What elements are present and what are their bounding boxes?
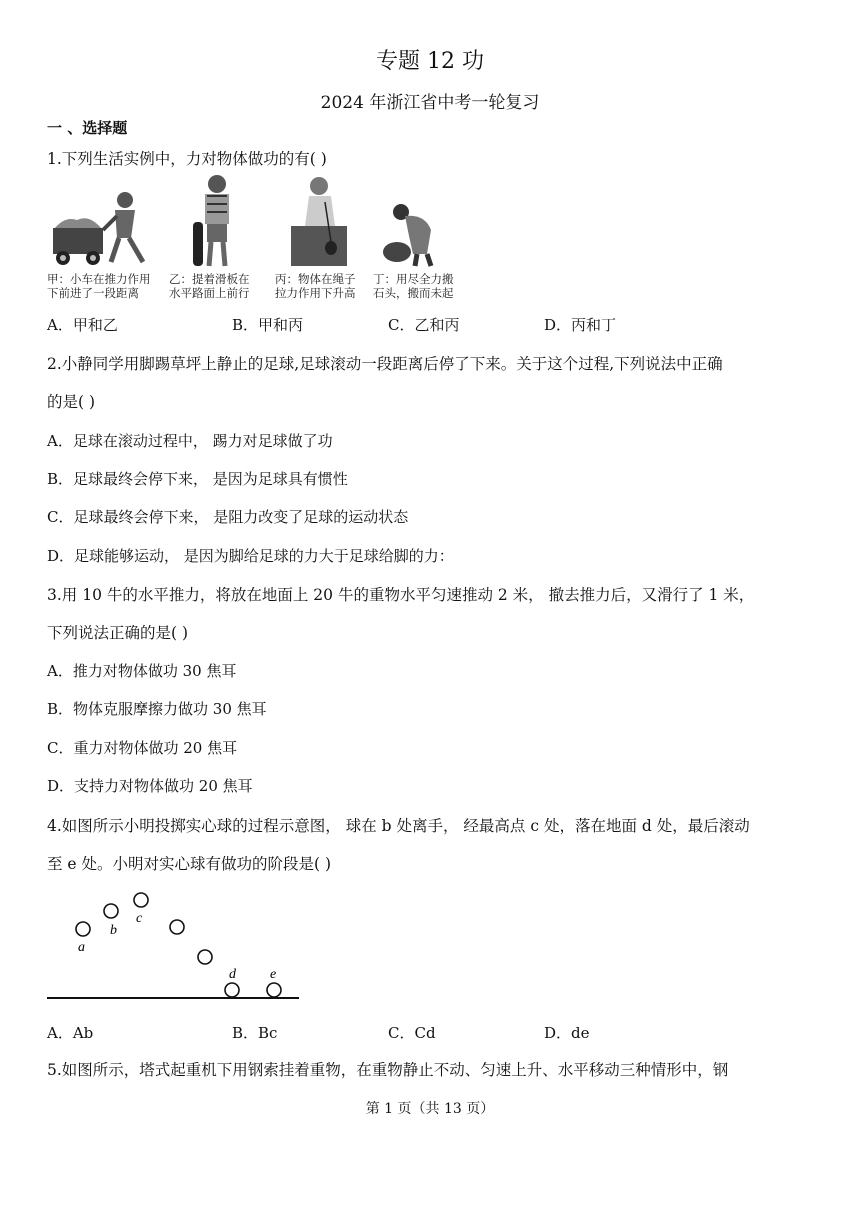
q2-stem-line1: 2.小静同学用脚踢草坪上静止的足球,足球滚动一段距离后停了下来。关于这个过程,下列说法中正确 [47, 355, 723, 373]
q4-option-a[interactable]: A．Ab [47, 1024, 94, 1042]
q5-stem-line1: 5.如图所示，塔式起重机下用钢索挂着重物，在重物静止不动、匀速上升、水平移动三种情形中，钢 [47, 1061, 729, 1079]
q4-option-b[interactable]: B．Bc [232, 1024, 278, 1042]
rope-lift-illustration [285, 172, 355, 270]
ball-descend [198, 950, 212, 964]
ball-c [134, 893, 148, 907]
q2-option-b[interactable]: B．足球最终会停下来， 是因为足球具有惯性 [47, 470, 348, 488]
q2-option-c[interactable]: C．足球最终会停下来， 是阻力改变了足球的运动状态 [47, 508, 409, 526]
q3-option-c[interactable]: C．重力对物体做功 20 焦耳 [47, 739, 238, 757]
ball-d [225, 983, 239, 997]
q1-option-b[interactable]: B．甲和丙 [232, 316, 304, 334]
q4-ball-trajectory-figure [47, 888, 307, 1006]
label-e: e [270, 967, 277, 982]
lift-stone-illustration [375, 172, 445, 270]
q4-stem-line2: 至 e 处。小明对实心球有做功的阶段是( ) [47, 855, 332, 873]
ball-e [267, 983, 281, 997]
label-b: b [110, 923, 117, 938]
q2-option-a[interactable]: A．足球在滚动过程中， 踢力对足球做了功 [47, 432, 333, 450]
q3-stem-line1: 3.用 10 牛的水平推力，将放在地面上 20 牛的重物水平匀速推动 2 米， 撤去推力后，又滑行了 1 米， [47, 586, 755, 604]
caption-yi: 乙：提着滑板在 水平路面上前行 [169, 272, 250, 300]
q1-option-d[interactable]: D．丙和丁 [544, 316, 617, 334]
q3-option-a[interactable]: A．推力对物体做功 30 焦耳 [47, 662, 237, 680]
q3-option-b[interactable]: B．物体克服摩擦力做功 30 焦耳 [47, 700, 267, 718]
label-c: c [136, 911, 143, 926]
caption-jia: 甲：小车在推力作用 下前进了一段距离 [47, 272, 151, 300]
caption-ding: 丁：用尽全力搬 石头，搬而未起 [373, 272, 454, 300]
page-footer: 第 1 页（共 13 页） [365, 1101, 495, 1117]
cart-push-illustration [51, 172, 151, 270]
ball-b [104, 904, 118, 918]
label-a: a [78, 940, 85, 955]
q4-option-d[interactable]: D．de [544, 1024, 590, 1042]
ball-mid [170, 920, 184, 934]
ball-a [76, 922, 90, 936]
q2-stem-line2: 的是( ) [47, 393, 96, 411]
q4-option-c[interactable]: C．Cd [388, 1024, 436, 1042]
label-d: d [229, 967, 236, 982]
q1-option-c[interactable]: C．乙和丙 [388, 316, 460, 334]
page-title: 专题 12 功 [376, 49, 484, 74]
q3-option-d[interactable]: D．支持力对物体做功 20 焦耳 [47, 777, 253, 795]
q1-figure [47, 172, 467, 300]
q2-option-d[interactable]: D．足球能够运动， 是因为脚给足球的力大于足球给脚的力： [47, 547, 454, 565]
page-subtitle: 2024 年浙江省中考一轮复习 [320, 93, 540, 113]
q3-stem-line2: 下列说法正确的是( ) [47, 624, 189, 642]
q1-stem: 1.下列生活实例中，力对物体做功的有( ) [47, 150, 327, 168]
caption-bing: 丙：物体在绳子 拉力作用下升高 [275, 272, 356, 300]
q1-option-a[interactable]: A．甲和乙 [47, 316, 118, 334]
q4-stem-line1: 4.如图所示小明投掷实心球的过程示意图， 球在 b 处离手， 经最高点 c 处，落在地面 d 处，最后滚动 [47, 817, 750, 835]
section-heading: 一 、选择题 [47, 119, 128, 137]
carry-skateboard-illustration [189, 172, 259, 270]
